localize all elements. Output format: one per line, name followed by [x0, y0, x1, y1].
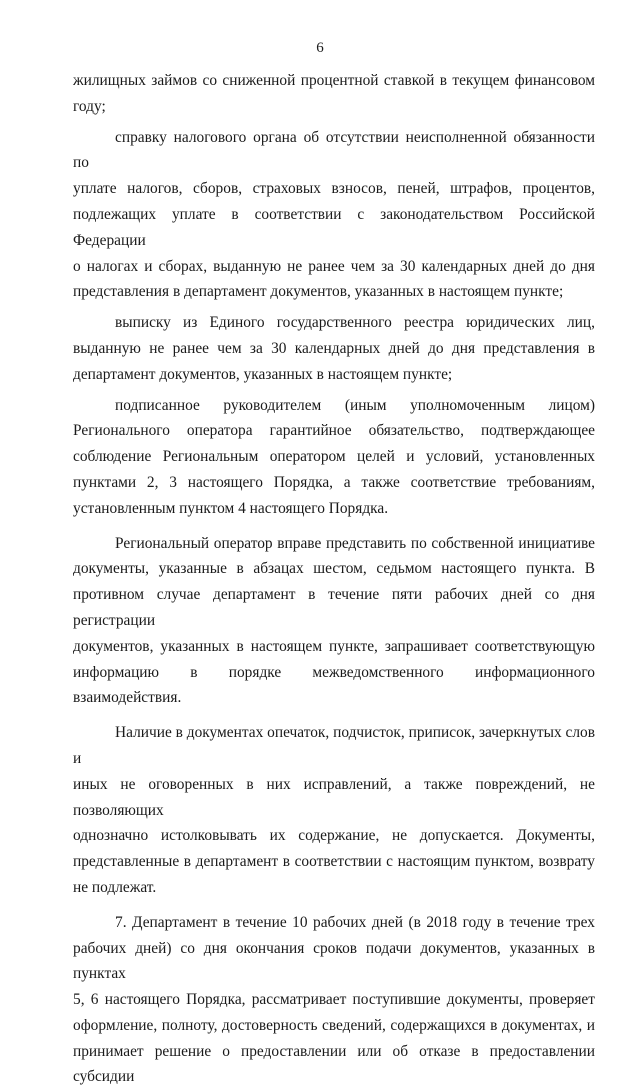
text-line: рабочих дней) со дня окончания сроков подачи документов, указанных в пунктах: [73, 939, 595, 983]
text-line: однозначно истолковывать их содержание, не допускается. Документы,: [73, 827, 595, 845]
paragraph: [73, 125, 595, 306]
paragraph: [73, 393, 595, 522]
text-line: Регионального оператора гарантийное обязательство, подтверждающее: [73, 422, 595, 440]
text-line: документов, указанных в настоящем пункте, запрашивает соответствующую: [73, 637, 595, 655]
text-line: выданную не ранее чем за 30 календарных дней до дня представления в: [73, 339, 595, 357]
text-line: представления в департамент документов, указанных в настоящем пункте;: [73, 283, 564, 301]
text-line: установленным пунктом 4 настоящего Порядка.: [73, 499, 389, 517]
paragraph: [73, 531, 595, 712]
text-line: документы, указанные в абзацах шестом, седьмом настоящего пункта. В: [73, 560, 595, 578]
text-line: уплате налогов, сборов, страховых взносов, пеней, штрафов, процентов,: [73, 180, 595, 198]
document-body: [73, 68, 595, 1090]
text-line: 7. Департамент в течение 10 рабочих дней (в 2018 году в течение трех: [115, 913, 595, 931]
text-line: информацию в порядке межведомственного информационного взаимодействия.: [73, 663, 595, 707]
text-line: пунктами 2, 3 настоящего Порядка, а также соответствие требованиям,: [73, 473, 595, 491]
text-line: Наличие в документах опечаток, подчисток, приписок, зачеркнутых слов и: [73, 724, 595, 767]
text-line: иных не оговоренных в них исправлений, а также повреждений, не позволяющих: [73, 775, 595, 819]
text-line: департамент документов, указанных в настоящем пункте;: [73, 365, 453, 383]
text-line: 5, 6 настоящего Порядка, рассматривает поступившие документы, проверяет: [73, 991, 595, 1009]
text-line: Региональный оператор вправе представить по собственной инициативе: [115, 534, 595, 552]
text-line: подлежащих уплате в соответствии с законодательством Российской Федерации: [73, 205, 595, 249]
paragraph: [73, 910, 595, 1090]
text-line: не подлежат.: [73, 878, 157, 896]
text-line: подписанное руководителем (иным уполномоченным лицом): [115, 396, 595, 414]
text-line: представленные в департамент в соответствии с настоящим пунктом, возврату: [73, 853, 595, 871]
text-line: принимает решение о предоставлении или об отказе в предоставлении субсидии: [73, 1042, 595, 1086]
text-line: справку налогового органа об отсутствии неисполненной обязанности по: [73, 128, 595, 172]
paragraph: [73, 68, 595, 120]
text-line: оформление, полноту, достоверность сведений, содержащихся в документах, и: [73, 1016, 595, 1034]
text-line: о налогах и сборах, выданную не ранее чем за 30 календарных дней до дня: [73, 257, 595, 275]
text-line: выписку из Единого государственного реестра юридических лиц,: [115, 314, 595, 332]
paragraph: [73, 720, 595, 901]
text-line: жилищных займов со сниженной процентной ставкой в текущем финансовом: [73, 72, 595, 89]
paragraph: [73, 310, 595, 387]
text-line: соблюдение Региональным оператором целей и условий, установленных: [73, 448, 595, 466]
text-line: году;: [73, 97, 106, 115]
page-number: 6: [316, 40, 324, 56]
text-line: противном случае департамент в течение пяти рабочих дней со дня регистрации: [73, 586, 595, 629]
